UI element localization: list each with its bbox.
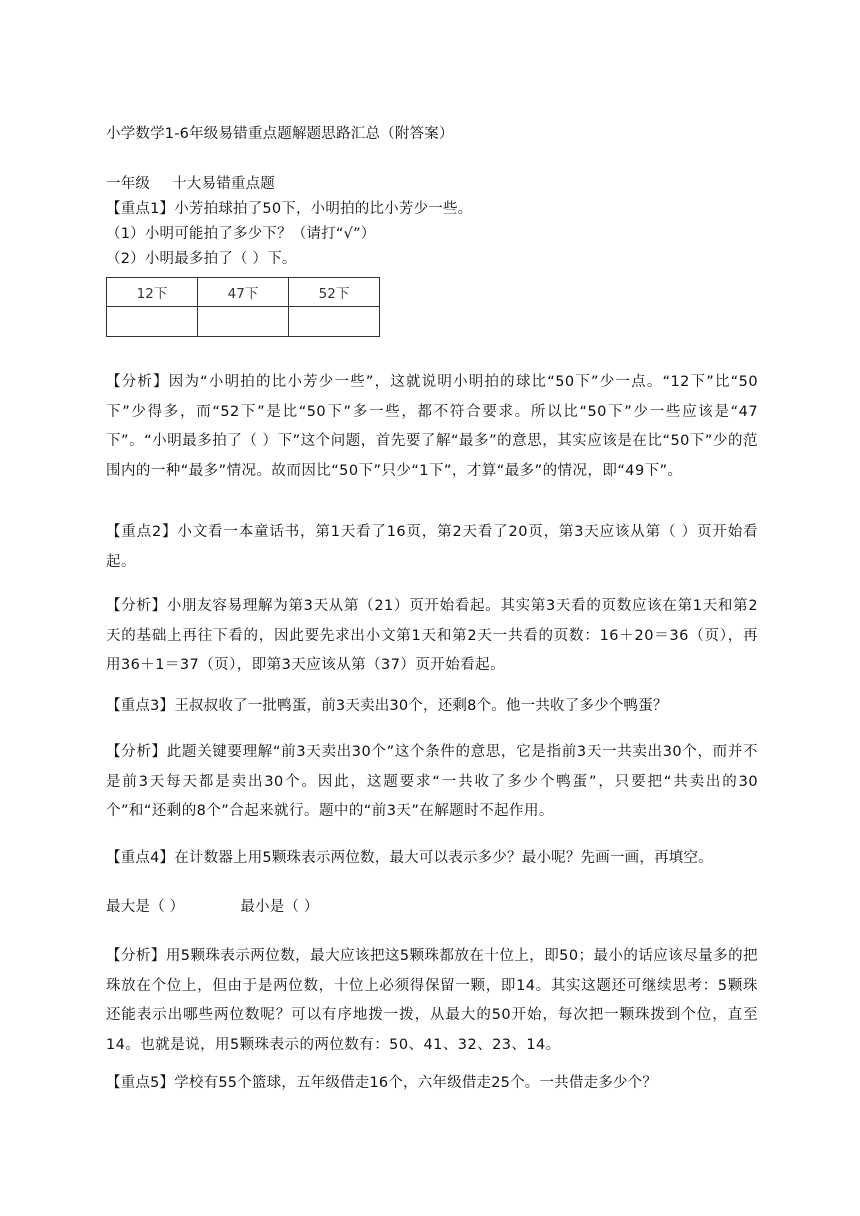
question-1-sub-2: （2）小明最多拍了（ ）下。 — [106, 251, 297, 267]
question-2: 【重点2】小文看一本童话书，第1天看了16页，第2天看了20页，第3天应该从第（ ）页开始看起。 — [106, 524, 758, 570]
analysis-2: 【分析】小朋友容易理解为第3天从第（21）页开始看起。其实第3天看的页数应该在第1天和第2天的基础上再往下看的，因此要先求出小文第1天和第2天一共看的页数：16＋20＝36（页），再用36＋1＝37（页），即第3天应该从第（37）页开始看起。 — [106, 598, 758, 673]
max-blank-label: 最大是（ ） — [106, 899, 185, 915]
check-cell-12[interactable] — [107, 307, 198, 337]
check-cell-47[interactable] — [198, 307, 289, 337]
question-1-sub-1: （1）小明可能拍了多少下？（请打“√”） — [106, 226, 376, 242]
analysis-1: 【分析】因为“小明拍的比小芳少一些”，这就说明小明拍的球比“50下”少一点。“12下”比“50下”少得多，而“52下”是比“50下”多一些，都不符合要求。所以比“50下”少一些应该是“47下”。“小明最多拍了（ ）下”这个问题，首先要了解“最多”的意思，其实应该是在比“50下”少的范围内的一种“最多”情况。故而因比“50下”只少“1下”，才算“最多”的情况，即“49下”。 — [106, 374, 758, 479]
analysis-3: 【分析】此题关键要理解“前3天卖出30个”这个条件的意思，它是指前3天一共卖出30个，而并不是前3天每天都是卖出30个。因此，这题要求“一共收了多少个鸭蛋”，只要把“共卖出的30个”和“还剩的8个”合起来就行。题中的“前3天”在解题时不起作用。 — [106, 744, 758, 819]
check-cell-52[interactable] — [289, 307, 380, 337]
question-3: 【重点3】王叔叔收了一批鸭蛋，前3天卖出30个，还剩8个。他一共收了多少个鸭蛋？ — [106, 698, 668, 714]
question-5: 【重点5】学校有55个篮球，五年级借走16个，六年级借走25个。一共借走多少个？ — [106, 1075, 658, 1091]
document-title: 小学数学1-6年级易错重点题解题思路汇总（附答案） — [106, 126, 454, 142]
choice-table — [106, 277, 380, 337]
choice-cell-52: 52下 — [289, 278, 380, 307]
min-blank-label: 最小是（ ） — [240, 899, 319, 915]
grade-label: 一年级 — [106, 176, 151, 192]
grade-heading — [106, 174, 756, 194]
choice-cell-47: 47下 — [198, 278, 289, 307]
choice-cell-12: 12下 — [107, 278, 198, 307]
question-4-blanks — [106, 897, 756, 917]
analysis-4: 【分析】用5颗珠表示两位数，最大应该把这5颗珠都放在十位上，即50；最小的话应该尽量多的把珠放在个位上，但由于是两位数，十位上必须得保留一颗，即14。其实这题还可继续思考：5颗珠还能表示出哪些两位数呢？可以有序地拨一拨，从最大的50开始，每次把一颗珠拨到个位，直至14。也就是说，用5颗珠表示的两位数有：50、41、32、23、14。 — [106, 948, 758, 1053]
question-1: 【重点1】小芳拍球拍了50下，小明拍的比小芳少一些。 — [106, 201, 473, 217]
question-4: 【重点4】在计数器上用5颗珠表示两位数，最大可以表示多少？最小呢？先画一画，再填空。 — [106, 850, 713, 866]
grade-topic: 十大易错重点题 — [172, 176, 276, 192]
